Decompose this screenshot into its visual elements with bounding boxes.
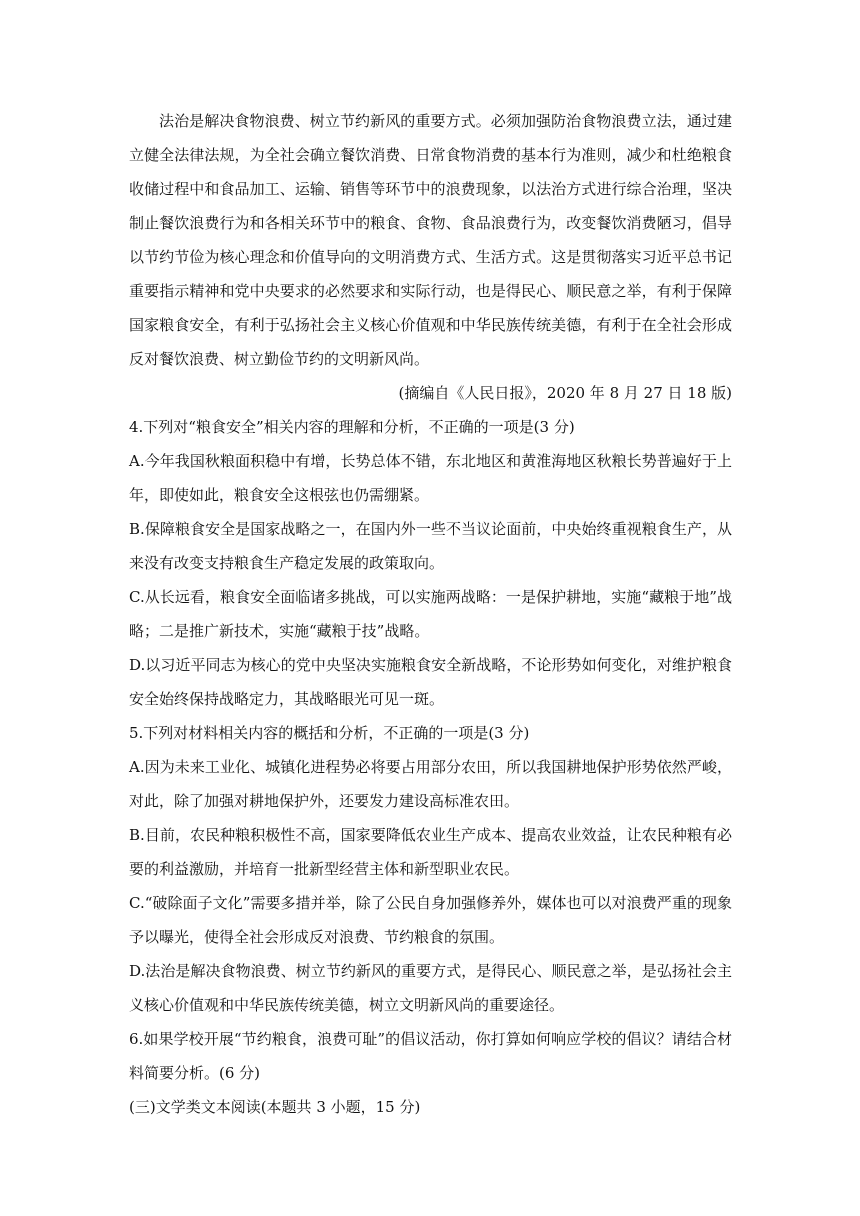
passage-source: (摘编自《人民日报》，2020 年 8 月 27 日 18 版) [398, 384, 732, 402]
passage-paragraph: 法治是解决食物浪费、树立节约新风的重要方式。必须加强防治食物浪费立法，通过建立健全法律法规，为全社会确立餐饮消费、日常食物消费的基本行为准则，减少和杜绝粮食收储过程中和食品加工、运输、销售等环节中的浪费现象，以法治方式进行综合治理，坚决制止餐饮浪费行为和各相关环节中的粮食、食物、食品浪费行为，改变餐饮消费陋习，倡导以节约节俭为核心理念和价值导向的文明消费方式、生活方式。这是贯彻落实习近平总书记重要指示精神和党中央要求的必然要求和实际行动，也是得民心、顺民意之举，有利于保障国家粮食安全，有利于弘扬社会主义核心价值观和中华民族传统美德，有利于在全社会形成反对餐饮浪费、树立勤俭节约的文明新风尚。 [129, 112, 732, 368]
question-4-option-b: B.保障粮食安全是国家战略之一，在国内外一些不当议论面前，中央始终重视粮食生产，从来没有改变支持粮食生产稳定发展的政策取向。 [129, 520, 732, 572]
question-5-stem: 5.下列对材料相关内容的概括和分析，不正确的一项是(3 分) [129, 724, 530, 742]
question-4-option-c: C.从长远看，粮食安全面临诸多挑战，可以实施两战略：一是保护耕地，实施“藏粮于地”战略；二是推广新技术，实施“藏粮于技”战略。 [129, 588, 732, 640]
question-5-option-c: C.“破除面子文化”需要多措并举，除了公民自身加强修养外，媒体也可以对浪费严重的现象予以曝光，使得全社会形成反对浪费、节约粮食的氛围。 [129, 894, 732, 946]
question-5-option-a: A.因为未来工业化、城镇化进程势必将要占用部分农田，所以我国耕地保护形势依然严峻，对此，除了加强对耕地保护外，还要发力建设高标准农田。 [129, 758, 732, 810]
question-4-stem: 4.下列对“粮食安全”相关内容的理解和分析，不正确的一项是(3 分) [129, 418, 575, 436]
question-5-option-d: D.法治是解决食物浪费、树立节约新风的重要方式，是得民心、顺民意之举，是弘扬社会主义核心价值观和中华民族传统美德，树立文明新风尚的重要途径。 [129, 962, 732, 1014]
question-4-option-d: D.以习近平同志为核心的党中央坚决实施粮食安全新战略，不论形势如何变化，对维护粮食安全始终保持战略定力，其战略眼光可见一斑。 [129, 656, 732, 708]
section-heading: (三)文学类文本阅读(本题共 3 小题，15 分) [129, 1098, 421, 1116]
question-6-stem: 6.如果学校开展“节约粮食，浪费可耻”的倡议活动，你打算如何响应学校的倡议？请结合材料简要分析。(6 分) [129, 1030, 732, 1082]
question-4-option-a: A.今年我国秋粮面积稳中有增，长势总体不错，东北地区和黄淮海地区秋粮长势普遍好于上年，即使如此，粮食安全这根弦也仍需绷紧。 [129, 452, 732, 504]
question-5-option-b: B.目前，农民种粮积极性不高，国家要降低农业生产成本、提高农业效益，让农民种粮有必要的利益激励，并培育一批新型经营主体和新型职业农民。 [129, 826, 732, 878]
